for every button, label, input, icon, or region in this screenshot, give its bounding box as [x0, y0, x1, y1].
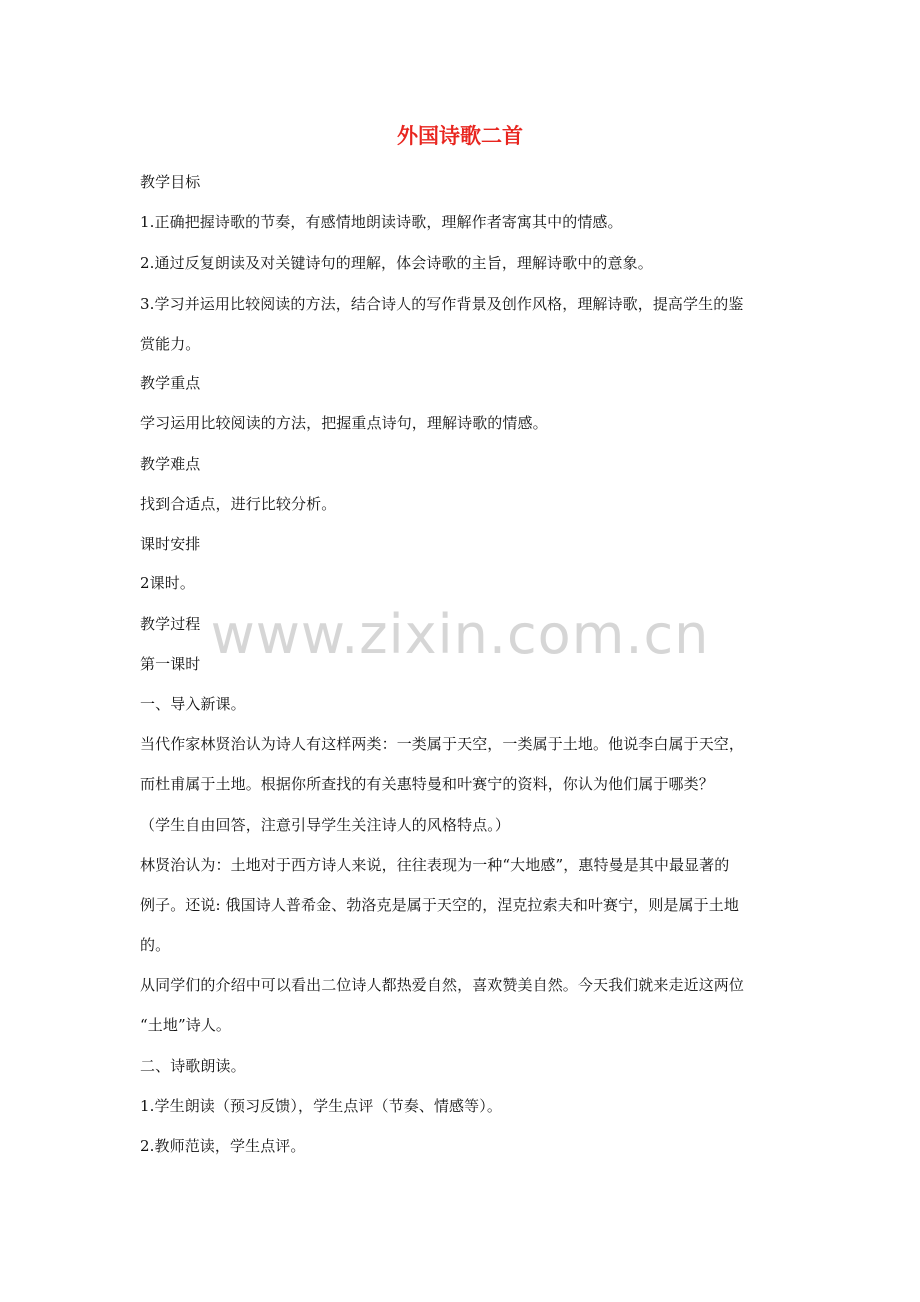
- subsection-heading-first-lesson: 第一课时: [140, 655, 201, 673]
- document-title: 外国诗歌二首: [397, 124, 523, 148]
- paragraph-line: 1.学生朗读（预习反馈），学生点评（节奏、情感等）。: [140, 1097, 502, 1115]
- paragraph-line: 2课时。: [140, 574, 195, 592]
- paragraph-line: 找到合适点，进行比较分析。: [140, 495, 337, 513]
- paragraph-line: 当代作家林贤治认为诗人有这样两类：一类属于天空，一类属于土地。他说李白属于天空，: [140, 735, 745, 753]
- step-heading-reading: 二、诗歌朗读。: [140, 1057, 246, 1075]
- section-heading-schedule: 课时安排: [140, 535, 201, 553]
- watermark: www.zixin.com.cn: [210, 603, 710, 666]
- paragraph-line: 3.学习并运用比较阅读的方法，结合诗人的写作背景及创作风格，理解诗歌，提高学生的鉴: [140, 295, 744, 313]
- paragraph-line: 1.正确把握诗歌的节奏，有感情地朗读诗歌，理解作者寄寓其中的情感。: [140, 213, 623, 231]
- paragraph-line: 从同学们的介绍中可以看出二位诗人都热爱自然，喜欢赞美自然。今天我们就来走近这两位: [140, 976, 745, 994]
- section-heading-objectives: 教学目标: [140, 173, 201, 191]
- paragraph-line: 2.教师范读，学生点评。: [140, 1137, 306, 1155]
- paragraph-line: 学习运用比较阅读的方法，把握重点诗句，理解诗歌的情感。: [140, 414, 548, 432]
- paragraph-line: 2.通过反复朗读及对关键诗句的理解，体会诗歌的主旨，理解诗歌中的意象。: [140, 254, 653, 272]
- section-heading-difficulties: 教学难点: [140, 455, 201, 473]
- paragraph-line: 而杜甫属于土地。根据你所查找的有关惠特曼和叶赛宁的资料，你认为他们属于哪类？: [140, 775, 714, 793]
- step-heading-intro: 一、导入新课。: [140, 695, 246, 713]
- section-heading-key-points: 教学重点: [140, 374, 201, 392]
- paragraph-line: 林贤治认为：土地对于西方诗人来说，往往表现为一种“大地感”，惠特曼是其中最显著的: [140, 856, 730, 874]
- paragraph-line: 例子。还说: 俄国诗人普希金、勃洛克是属于天空的，涅克拉索夫和叶赛宁，则是属于土地: [140, 896, 739, 914]
- paragraph-line: 的。: [140, 936, 171, 954]
- section-heading-process: 教学过程: [140, 615, 201, 633]
- paragraph-line: “土地”诗人。: [140, 1016, 232, 1034]
- paragraph-line: 赏能力。: [140, 335, 201, 353]
- paragraph-line: （学生自由回答，注意引导学生关注诗人的风格特点。）: [140, 816, 511, 834]
